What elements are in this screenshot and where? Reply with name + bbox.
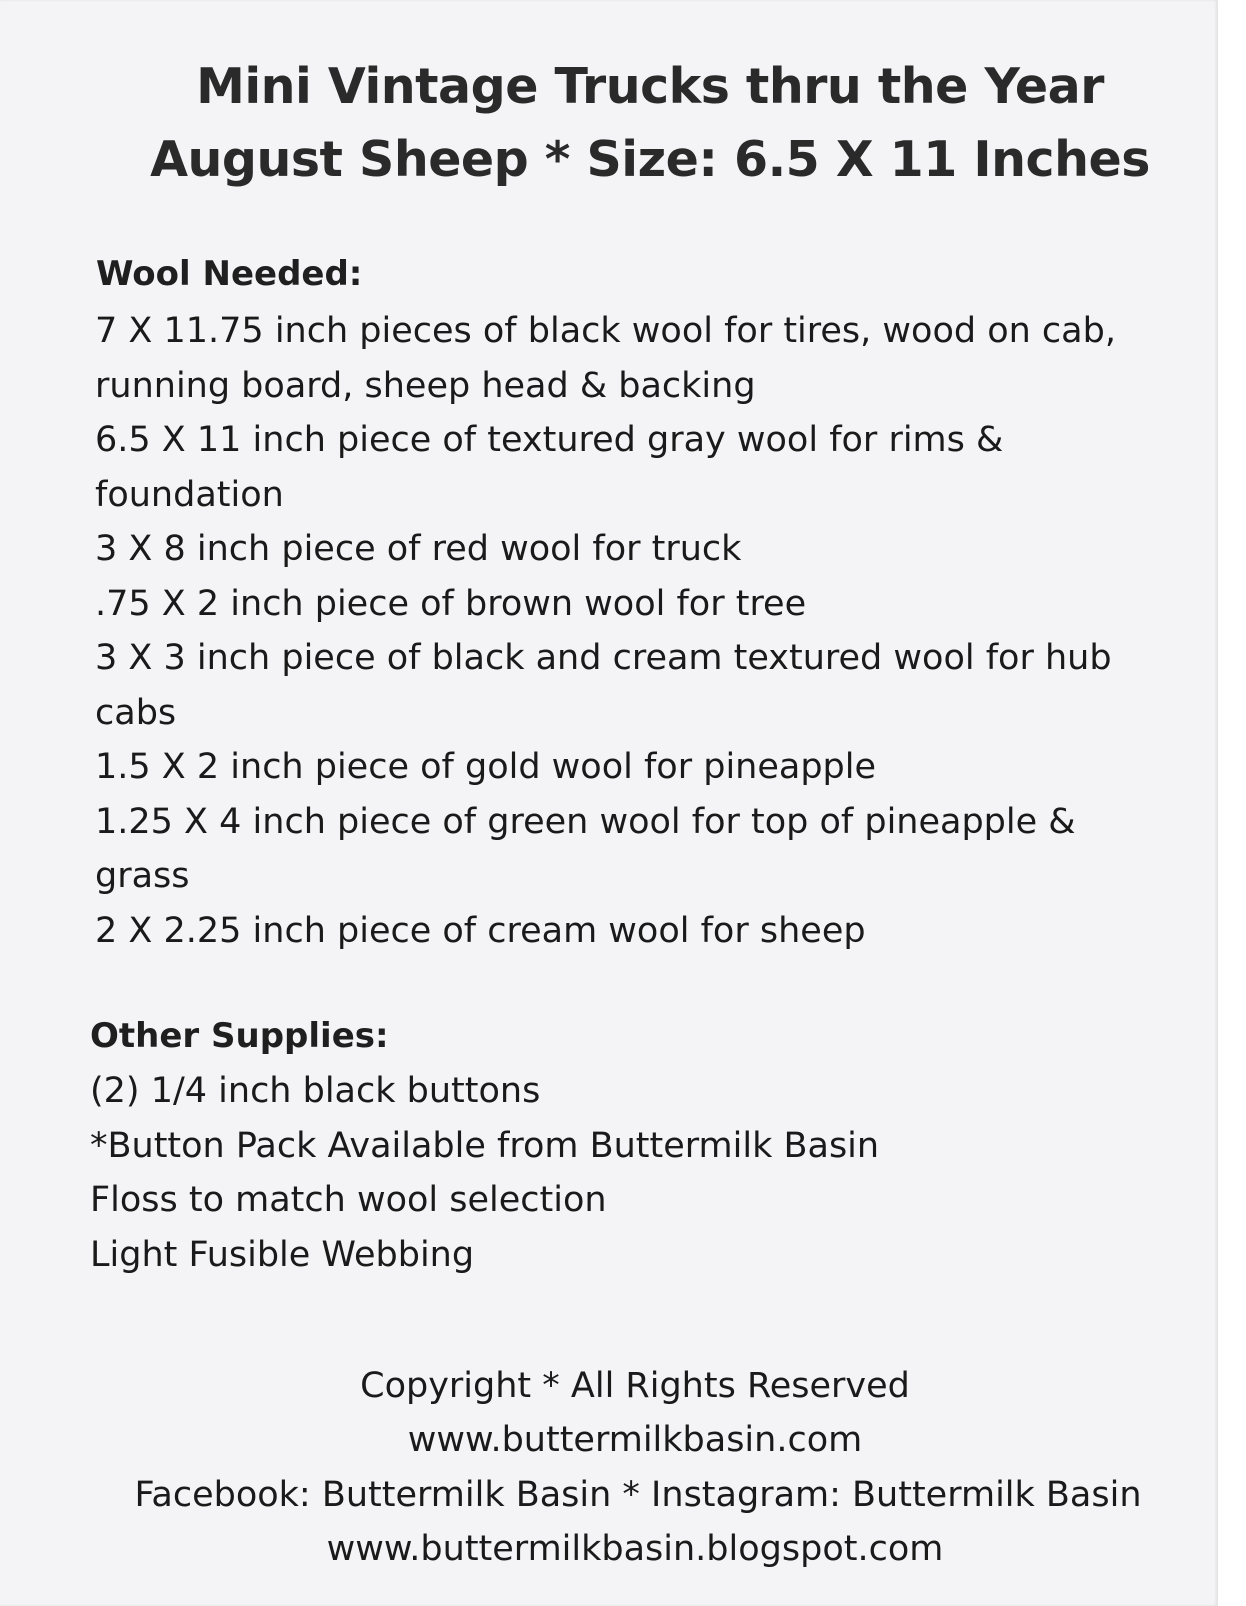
pattern-title: Mini Vintage Trucks thru the Year [196, 58, 1104, 115]
wool-needed-heading: Wool Needed: [96, 254, 363, 294]
wool-item: 1.5 X 2 inch piece of gold wool for pineapple [95, 747, 877, 787]
supply-item: *Button Pack Available from Buttermilk Basin [90, 1125, 880, 1166]
pattern-subtitle: August Sheep * Size: 6.5 X 11 Inches [150, 131, 1150, 188]
wool-item: 6.5 X 11 inch piece of textured gray wool for rims & foundation [95, 420, 1004, 515]
wool-item: 7 X 11.75 inch pieces of black wool for tires, wood on cab, running board, sheep head & backing [95, 311, 1116, 406]
other-supplies-heading: Other Supplies: [90, 1016, 389, 1056]
wool-item: 2 X 2.25 inch piece of cream wool for sheep [95, 910, 866, 951]
supply-item: Light Fusible Webbing [90, 1234, 475, 1275]
supply-item: Floss to match wool selection [90, 1180, 607, 1220]
wool-item: .75 X 2 inch piece of brown wool for tree [95, 583, 807, 624]
wool-needed-list [95, 304, 1155, 958]
social-media-handles: Facebook: Buttermilk Basin * Instagram: Buttermilk Basin [134, 1475, 1142, 1515]
wool-item: 3 X 3 inch piece of black and cream textured wool for hub cabs [95, 638, 1112, 733]
wool-item: 1.25 X 4 inch piece of green wool for top of pineapple & grass [95, 801, 1076, 896]
other-supplies-list [90, 1064, 1150, 1282]
copyright-notice: Copyright * All Rights Reserved [360, 1366, 910, 1406]
supply-item: (2) 1/4 inch black buttons [90, 1071, 541, 1111]
blog-url: www.buttermilkbasin.blogspot.com [326, 1529, 944, 1569]
website-url: www.buttermilkbasin.com [407, 1420, 863, 1460]
wool-item: 3 X 8 inch piece of red wool for truck [95, 529, 742, 569]
